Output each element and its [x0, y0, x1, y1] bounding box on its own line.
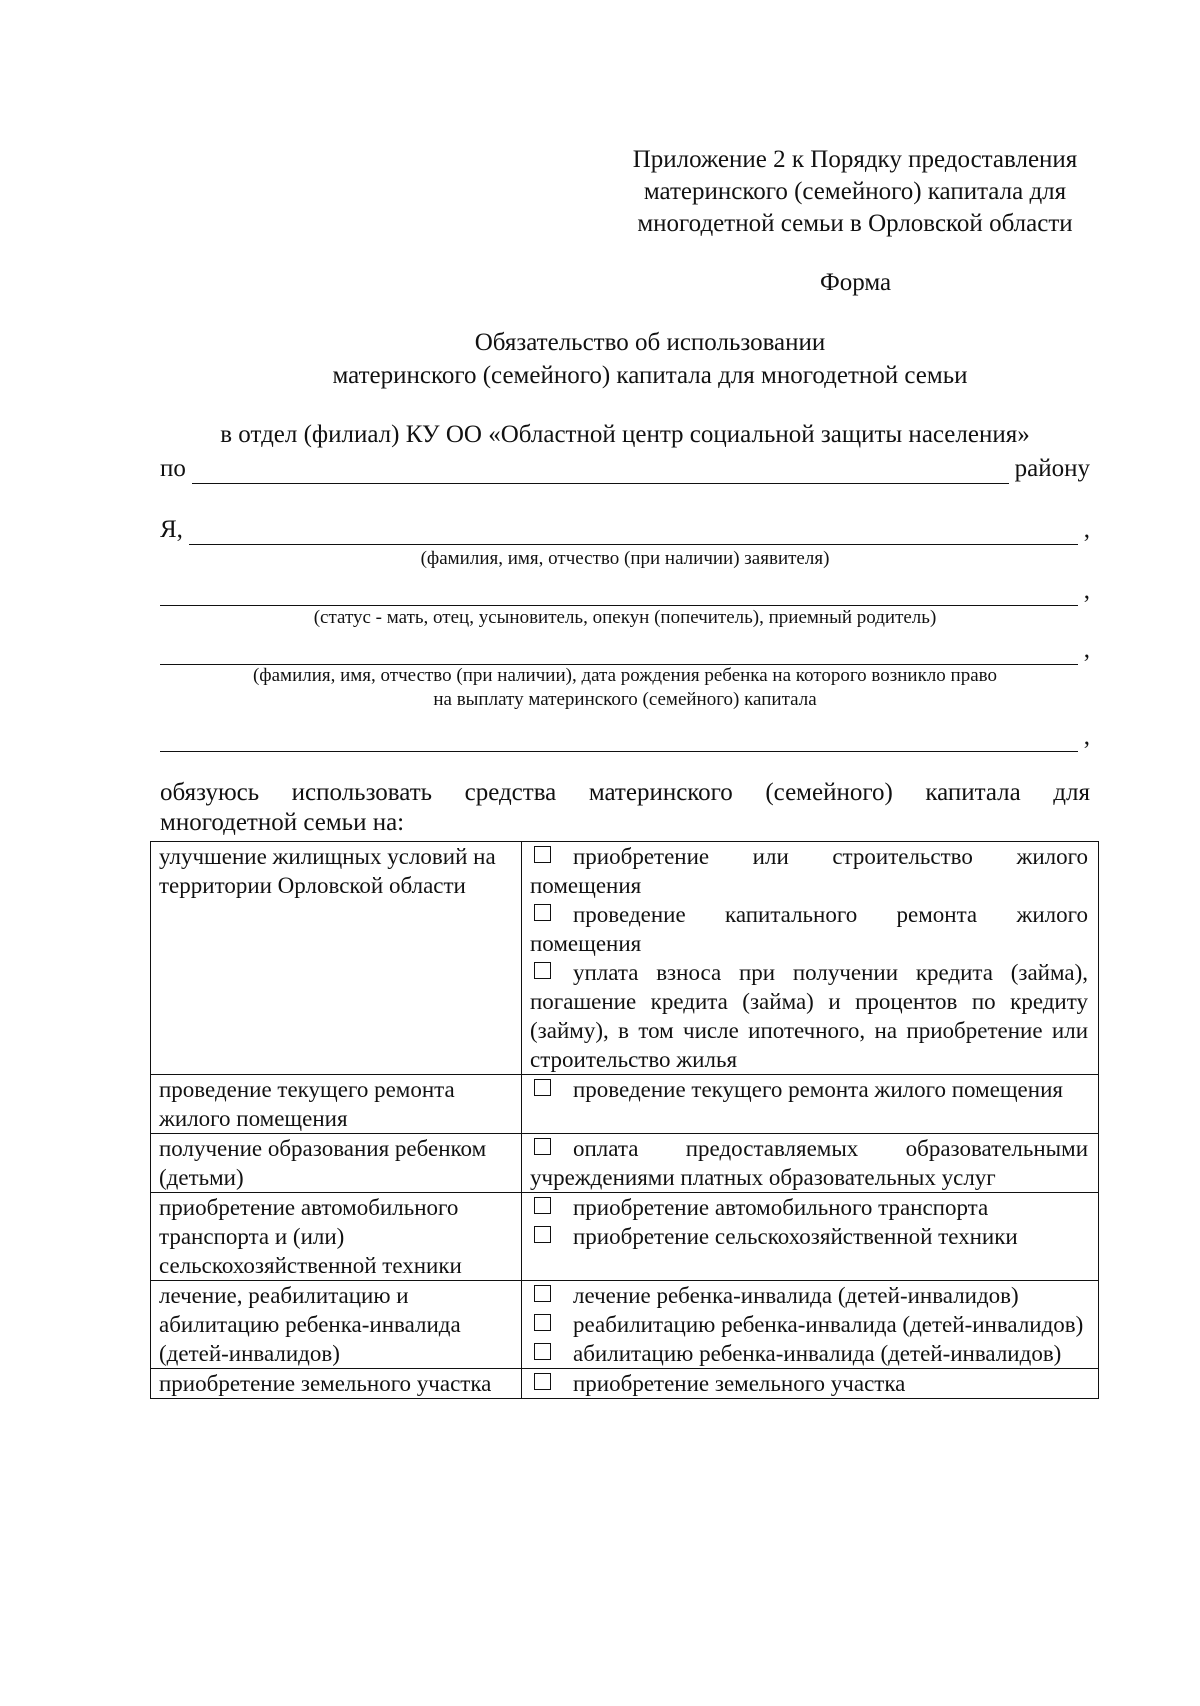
applicant-status-caption — [160, 606, 1090, 630]
form-label: Форма — [820, 269, 892, 296]
option-label: приобретение земельного участка — [573, 1371, 906, 1396]
category-cell: получение образования ребенком (детьми) — [151, 1134, 522, 1193]
checkbox[interactable] — [534, 904, 551, 921]
table-row — [151, 842, 1099, 1075]
applicant-name-comma: , — [1083, 516, 1090, 543]
document-title — [150, 326, 1150, 392]
option-item — [530, 958, 1088, 1074]
child-info-comma-2: , — [1083, 723, 1090, 750]
applicant-name-row — [160, 515, 1090, 545]
child-caption-line-1: (фамилия, имя, отчество (при наличии), дата рождения ребенка на которого возникло право — [252, 665, 998, 686]
option-item — [530, 1134, 1088, 1192]
option-label: лечение ребенка-инвалида (детей-инвалидов) — [573, 1283, 1019, 1308]
option-item — [530, 842, 1088, 900]
table-row — [151, 1193, 1099, 1281]
table-row — [151, 1369, 1099, 1399]
options-cell — [522, 1281, 1099, 1369]
options-cell — [522, 1134, 1099, 1193]
option-item — [530, 1075, 1088, 1104]
district-row — [160, 454, 1090, 484]
intro-line-2: многодетной семьи на: — [160, 809, 405, 836]
options-cell — [522, 1075, 1099, 1134]
district-field[interactable] — [192, 459, 1009, 484]
title-line-1: Обязательство об использовании — [474, 329, 826, 356]
option-item — [530, 1281, 1088, 1310]
option-label: приобретение автомобильного транспорта — [573, 1195, 989, 1220]
applicant-name-caption — [160, 547, 1090, 571]
checkbox[interactable] — [534, 846, 551, 863]
appendix-line-3: многодетной семьи в Орловской области — [637, 210, 1073, 237]
category-cell: лечение, реабилитацию и абилитацию ребенка-инвалида (детей-инвалидов) — [151, 1281, 522, 1369]
applicant-status-comma: , — [1083, 577, 1090, 604]
option-label: проведение текущего ремонта жилого помещения — [573, 1077, 1063, 1102]
category-cell: приобретение автомобильного транспорта и (или) сельскохозяйственной техники — [151, 1193, 522, 1281]
options-cell — [522, 1369, 1099, 1399]
child-caption-line-2: на выплату материнского (семейного) капитала — [433, 689, 817, 710]
intro-line-1: обязуюсь использовать средства материнского (семейного) капитала для — [160, 779, 1090, 806]
option-item — [530, 1193, 1088, 1222]
applicant-name-caption-text: (фамилия, имя, отчество (при наличии) заявителя) — [420, 548, 830, 569]
appendix-line-2: материнского (семейного) капитала для — [643, 178, 1067, 205]
child-info-caption — [160, 664, 1090, 712]
child-info-row-2 — [160, 722, 1090, 752]
checkbox[interactable] — [534, 1373, 551, 1390]
department-line: в отдел (филиал) КУ ОО «Областной центр социальной защиты населения» — [220, 421, 1030, 448]
options-cell — [522, 842, 1099, 1075]
category-cell: проведение текущего ремонта жилого помещения — [151, 1075, 522, 1134]
option-item — [530, 900, 1088, 958]
option-label: проведение капитального ремонта жилого помещения — [530, 902, 1088, 956]
district-suffix: району — [1014, 455, 1090, 482]
applicant-name-field[interactable] — [189, 520, 1078, 545]
options-cell — [522, 1193, 1099, 1281]
applicant-prefix: Я, — [160, 516, 183, 543]
option-item — [530, 1310, 1088, 1339]
title-line-2: материнского (семейного) капитала для многодетной семьи — [332, 362, 968, 389]
applicant-status-field[interactable] — [160, 581, 1078, 606]
checkbox[interactable] — [534, 1079, 551, 1096]
commitment-intro — [160, 778, 1090, 838]
checkbox[interactable] — [534, 962, 551, 979]
option-label: абилитацию ребенка-инвалида (детей-инвалидов) — [573, 1341, 1062, 1366]
checkbox[interactable] — [534, 1314, 551, 1331]
option-label: приобретение или строительство жилого помещения — [530, 844, 1088, 898]
checkbox[interactable] — [534, 1197, 551, 1214]
option-item — [530, 1369, 1088, 1398]
uses-table — [150, 841, 1099, 1399]
category-cell: приобретение земельного участка — [151, 1369, 522, 1399]
table-row — [151, 1281, 1099, 1369]
appendix-heading — [600, 144, 1110, 240]
option-label: реабилитацию ребенка-инвалида (детей-инвалидов) — [573, 1312, 1084, 1337]
checkbox[interactable] — [534, 1343, 551, 1360]
child-info-field-2[interactable] — [160, 727, 1078, 752]
category-cell: улучшение жилищных условий на территории Орловской области — [151, 842, 522, 1075]
option-label: уплата взноса при получении кредита (займа), погашение кредита (займа) и процентов по кредиту (займу), в том числе ипотечного, на приобретение или строительство жилья — [530, 960, 1088, 1072]
appendix-line-1: Приложение 2 к Порядку предоставления — [632, 146, 1078, 173]
child-info-field[interactable] — [160, 640, 1078, 665]
child-info-comma: , — [1083, 636, 1090, 663]
checkbox[interactable] — [534, 1138, 551, 1155]
option-item — [530, 1339, 1088, 1368]
applicant-status-caption-text: (статус - мать, отец, усыновитель, опекун (попечитель), приемный родитель) — [313, 607, 937, 628]
table-row — [151, 1134, 1099, 1193]
option-label: приобретение сельскохозяйственной техники — [573, 1224, 1018, 1249]
option-label: оплата предоставляемых образовательными учреждениями платных образовательных услуг — [530, 1136, 1088, 1190]
table-row — [151, 1075, 1099, 1134]
child-info-row — [160, 635, 1090, 665]
district-prefix: по — [160, 455, 186, 482]
option-item — [530, 1222, 1088, 1251]
checkbox[interactable] — [534, 1226, 551, 1243]
checkbox[interactable] — [534, 1285, 551, 1302]
applicant-status-row — [160, 576, 1090, 606]
